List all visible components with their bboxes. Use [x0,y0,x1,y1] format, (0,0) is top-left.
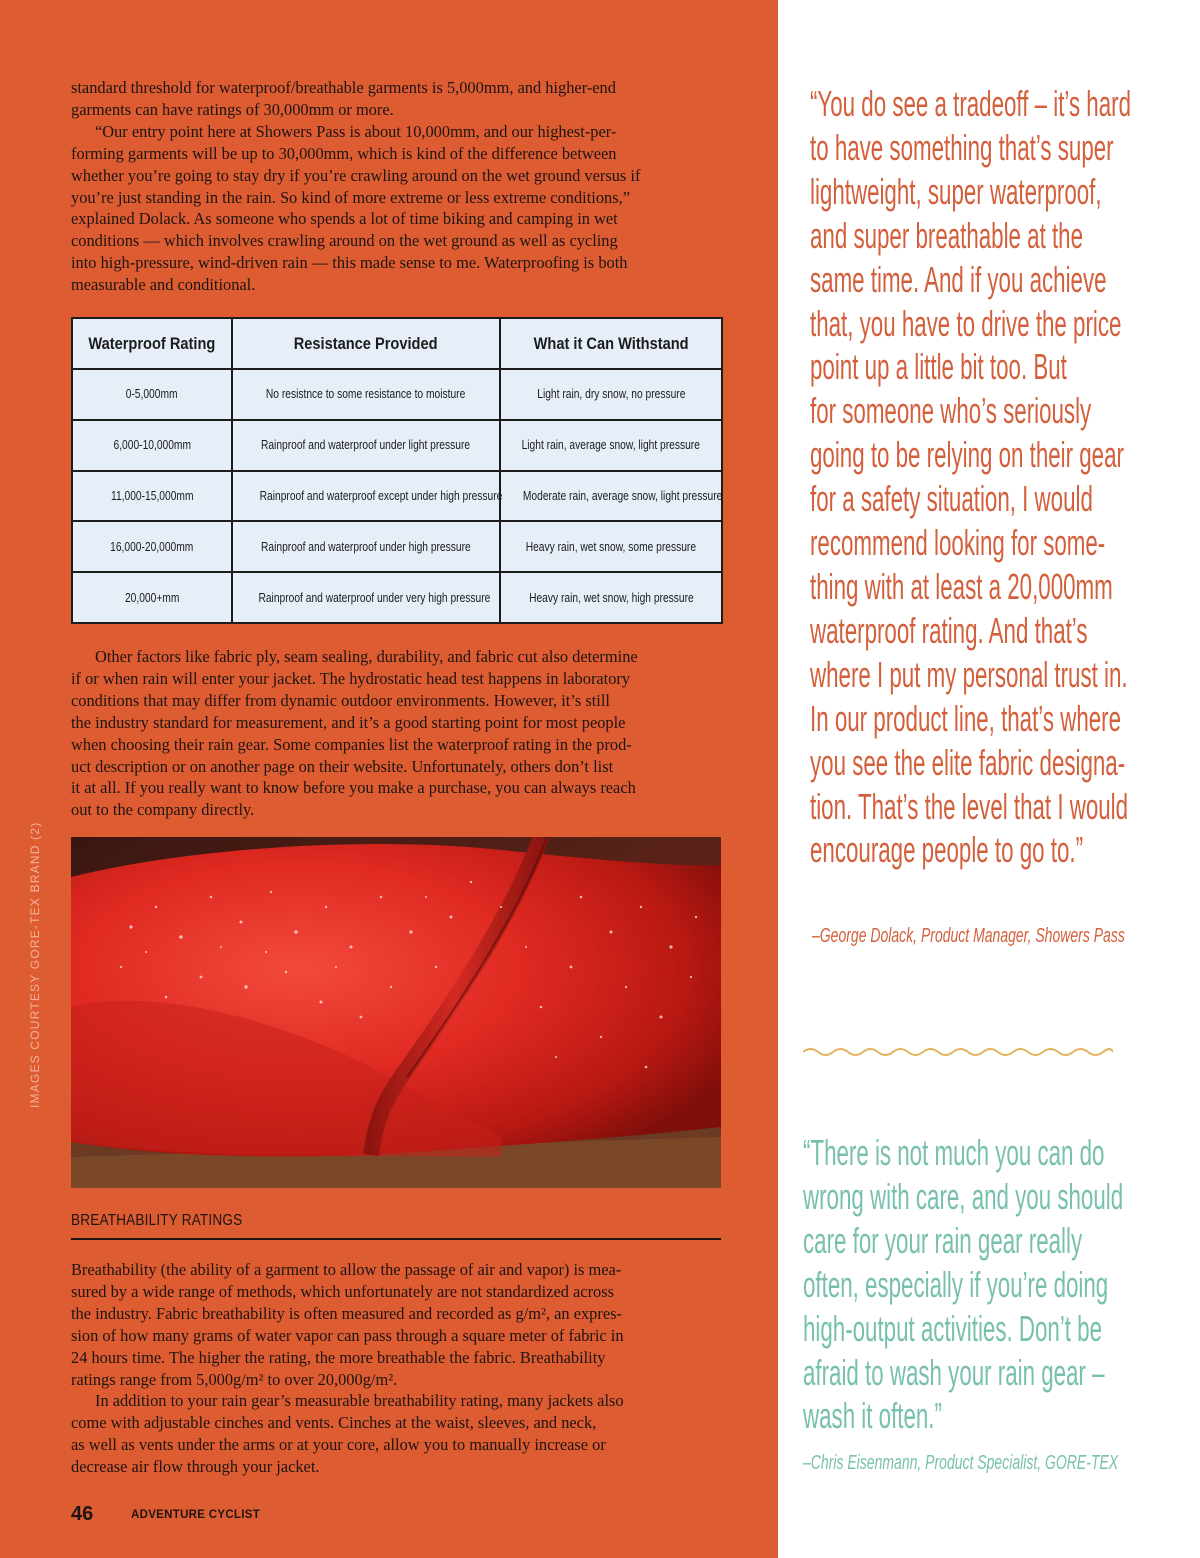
cell-text: Heavy rain, wet snow, high pressure [528,590,694,605]
quote-line: lightweight, super waterproof, [810,170,1102,212]
page-number: 46 [71,1503,94,1525]
cell-text: Light rain, dry snow, no pressure [536,387,686,402]
breathability-heading [71,1212,721,1240]
table-row [72,420,722,471]
text-line: decrease air flow through your jacket. [71,1457,320,1477]
table-row [72,572,722,623]
cell-text: Moderate rain, average snow, light pressure [522,488,723,503]
quote-line: “You do see a tradeoff – it’s hard [810,83,1131,124]
text-line: when choosing their rain gear. Some companies list the waterproof rating in the prod- [71,734,632,754]
cell-text: 11,000-15,000mm [110,488,194,503]
cell-text: Light rain, average snow, light pressure [521,438,701,453]
header-label: Waterproof Rating [88,333,216,353]
text-line: garments can have ratings of 30,000mm or more. [71,99,394,119]
quote-line: going to be relying on their gear [810,434,1124,476]
quote-line: point up a little bit too. But [810,346,1067,388]
text-line: it at all. If you really want to know before you make a purchase, you can always reach [71,778,636,798]
quote-line: for someone who’s seriously [810,390,1092,432]
cell-text: No resistnce to some resistance to moisture [266,387,466,402]
table-cell [500,521,722,572]
table-cell [232,369,500,420]
quote-line: same time. And if you achieve [810,258,1107,300]
text-line: come with adjustable cinches and vents. Cinches at the waist, sleeves, and neck, [71,1413,597,1433]
text-line: measurable and conditional. [71,275,256,295]
quote-line: In our product line, that’s where [810,697,1122,739]
table-header-row [72,318,722,369]
text-line: if or when rain will enter your jacket. The hydrostatic head test happens in laboratory [71,668,631,688]
text-line: into high-pressure, wind-driven rain — this made sense to me. Waterproofing is both [71,253,628,273]
text-line: explained Dolack. As someone who spends a lot of time biking and camping in wet [71,209,618,229]
header-label: Resistance Provided [294,333,438,353]
after-table-text [71,646,721,821]
text-line: “Our entry point here at Showers Pass is about 10,000mm, and our highest-per- [95,121,617,141]
table-cell [500,572,722,623]
text-line: In addition to your rain gear’s measurable breathability rating, many jackets also [95,1391,624,1411]
breathability-text [71,1259,721,1478]
quote-line: to have something that’s super [810,126,1114,168]
intro-text [71,77,721,296]
quote-line: wrong with care, and you should [803,1175,1124,1217]
table-row [72,471,722,522]
text-line: 24 hours time. The higher the rating, the more breathable the fabric. Breathability [71,1347,606,1367]
magazine-name: ADVENTURE CYCLIST [131,1509,261,1521]
text-line: conditions — which involves crawling around on the wet ground as well as cycling [71,231,618,251]
cell-text: Rainproof and waterproof except under high pressure [259,488,503,503]
text-line: you’re just standing in the rain. So kind of more extreme or less extreme conditions,” [71,187,630,207]
table-row [72,369,722,420]
quote-line: where I put my personal trust in. [810,653,1128,695]
text-line: forming garments will be up to 30,000mm, which is kind of the difference between [71,143,617,163]
quote-line: for a safety situation, I would [810,478,1093,520]
pull-quote-dolack [810,82,1200,872]
quote-line: you see the elite fabric designa- [810,741,1126,783]
cell-text: 16,000-20,000mm [110,539,194,554]
table-header-cell [232,318,500,369]
text-line: whether you’re going to stay dry if you’re crawling around on the wet ground versus if [71,165,641,185]
quote-line: high-output activities. Don’t be [803,1307,1103,1349]
quote-line: wash it often.” [803,1395,942,1437]
text-line: the industry standard for measurement, and it’s a good starting point for most people [71,712,626,732]
photo-credit: IMAGES COURTESY GORE-TEX BRAND (2) [28,821,42,1108]
quote-line: and super breathable at the [810,214,1084,256]
text-line: Breathability (the ability of a garment to allow the passage of air and vapor) is mea- [71,1260,622,1279]
waterproof-ratings-table [71,317,723,624]
table-cell [72,369,232,420]
quote-line: afraid to wash your rain gear – [803,1351,1105,1393]
table-cell [500,420,722,471]
table-cell [232,521,500,572]
table-cell [232,471,503,522]
text-line: sion of how many grams of water vapor can pass through a square meter of fabric in [71,1325,624,1345]
header-label: What it Can Withstand [533,333,689,353]
table-cell [72,572,232,623]
heading-text: BREATHABILITY RATINGS [71,1212,243,1229]
quote-line: tion. That’s the level that I would [810,785,1129,827]
table-row [72,521,722,572]
quote-line: waterproof rating. And that’s [810,609,1088,651]
cell-text: 20,000+mm [124,590,180,605]
text-line: sured by a wide range of methods, which unfortunately are not standardized across [71,1281,614,1301]
table-cell [232,572,500,623]
text-line: uct description or on another page on their website. Unfortunately, others don’t list [71,756,614,776]
table-header-cell [500,318,722,369]
quote-line: “There is not much you can do [803,1132,1105,1173]
text-line: ratings range from 5,000g/m² to over 20,000g/m². [71,1369,398,1389]
quote-attribution-dolack: –George Dolack, Product Manager, Showers Pass [812,925,1125,947]
cell-text: Rainproof and waterproof under high pressure [261,539,471,554]
quote-line: thing with at least a 20,000mm [810,565,1113,607]
cell-text: Heavy rain, wet snow, some pressure [525,539,697,554]
text-line: Other factors like fabric ply, seam sealing, durability, and fabric cut also determine [95,647,638,666]
quote-line: recommend looking for some- [810,522,1106,564]
red-fabric-water-droplets-photo [71,837,721,1188]
quote-line: encourage people to go to.” [810,829,1084,871]
table-cell [72,521,232,572]
table-cell [500,369,722,420]
pull-quote-eisenmann [803,1131,1200,1438]
quote-line: that, you have to drive the price [810,302,1122,344]
cell-text: Rainproof and waterproof under very high pressure [258,590,491,605]
text-line: out to the company directly. [71,800,255,820]
table-cell [500,471,722,522]
cell-text: 6,000-10,000mm [113,438,191,453]
table-cell [72,471,232,522]
table-header-cell [72,318,232,369]
quote-attribution-eisenmann: –Chris Eisenmann, Product Specialist, GORE-TEX [803,1452,1119,1474]
quote-line: care for your rain gear really [803,1219,1083,1261]
quote-line: often, especially if you’re doing [803,1263,1109,1305]
table-cell [72,420,232,471]
wavy-line [803,1049,1113,1055]
text-line: the industry. Fabric breathability is often measured and recorded as g/m², an expres- [71,1303,622,1323]
wavy-divider-icon [803,1044,1113,1060]
text-line: as well as vents under the arms or at your core, allow you to manually increase or [71,1435,606,1455]
cell-text: 0-5,000mm [126,387,178,402]
text-line: conditions that may differ from dynamic outdoor environments. However, it’s still [71,690,610,710]
text-line: standard threshold for waterproof/breathable garments is 5,000mm, and higher-end [71,78,616,97]
table-cell [232,420,500,471]
cell-text: Rainproof and waterproof under light pressure [261,438,471,453]
